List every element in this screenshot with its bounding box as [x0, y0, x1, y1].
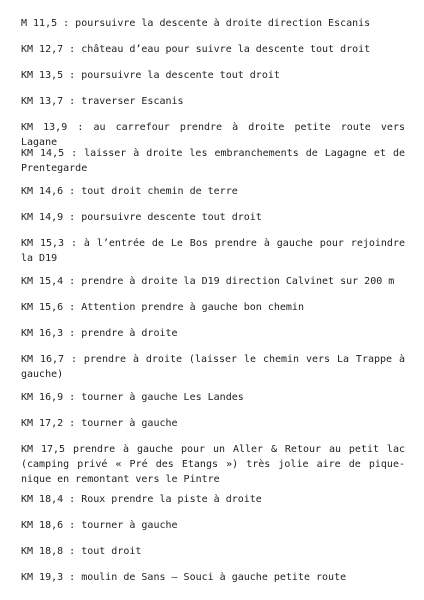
- route-step: M 11,5 : poursuivre la descente à droite direction Escanis: [21, 18, 371, 29]
- route-step: KM 13,7 : traverser Escanis: [21, 96, 184, 107]
- route-step: KM 17,5 prendre à gauche pour un Aller & Retour au petit lac (camping privé « Pré des Etangs ») très jolie aire de pique-nique en remontant vers le Pintre: [21, 444, 405, 485]
- route-step: KM 14,9 : poursuivre descente tout droit: [21, 212, 262, 223]
- route-step: KM 18,6 : tourner à gauche: [21, 520, 178, 531]
- route-step: KM 16,3 : prendre à droite: [21, 328, 178, 339]
- route-step: KM 13,9 : au carrefour prendre à droite petite route vers Lagane: [21, 122, 405, 148]
- route-step: KM 16,9 : tourner à gauche Les Landes: [21, 392, 244, 403]
- route-step: KM 14,6 : tout droit chemin de terre: [21, 186, 238, 197]
- route-step: KM 18,4 : Roux prendre la piste à droite: [21, 494, 262, 505]
- route-step: KM 18,8 : tout droit: [21, 546, 142, 557]
- route-step: KM 15,3 : à l’entrée de Le Bos prendre à gauche pour rejoindre la D19: [21, 238, 405, 264]
- route-step: KM 16,7 : prendre à droite (laisser le chemin vers La Trappe à gauche): [21, 354, 405, 380]
- route-step: KM 19,3 : moulin de Sans – Souci à gauche petite route: [21, 572, 347, 583]
- route-step: KM 12,7 : château d’eau pour suivre la descente tout droit: [21, 44, 371, 55]
- route-step: KM 14,5 : laisser à droite les embranchements de Lagagne et de Prentegarde: [21, 148, 405, 174]
- route-step: KM 15,6 : Attention prendre à gauche bon chemin: [21, 302, 304, 313]
- route-step: KM 15,4 : prendre à droite la D19 direction Calvinet sur 200 m: [21, 276, 395, 287]
- route-step: KM 17,2 : tourner à gauche: [21, 418, 178, 429]
- route-step: KM 13,5 : poursuivre la descente tout droit: [21, 70, 280, 81]
